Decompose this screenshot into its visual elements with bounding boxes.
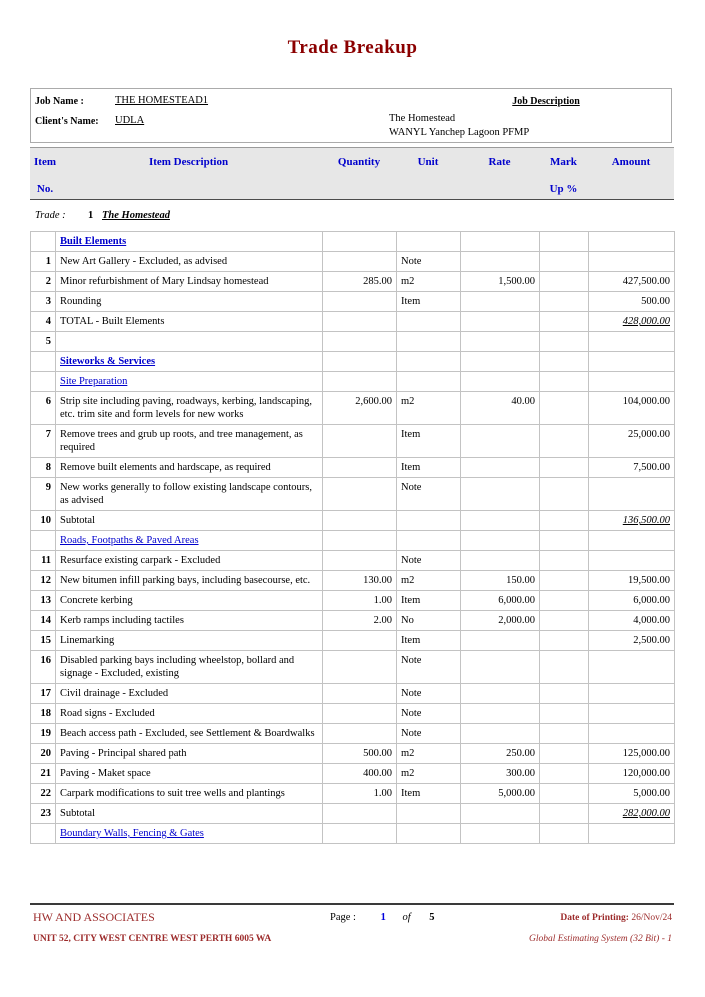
description-cell: Remove trees and grub up roots, and tree management, as required bbox=[56, 425, 323, 458]
markup-cell bbox=[540, 611, 589, 631]
rate-cell bbox=[461, 824, 540, 844]
unit-cell bbox=[397, 511, 461, 531]
unit-cell: Note bbox=[397, 684, 461, 704]
markup-cell bbox=[540, 804, 589, 824]
page-title: Trade Breakup bbox=[287, 37, 418, 58]
amount-cell: 428,000.00 bbox=[589, 312, 675, 332]
rate-cell bbox=[461, 511, 540, 531]
amount-cell: 427,500.00 bbox=[589, 272, 675, 292]
rate-cell bbox=[461, 684, 540, 704]
description-cell: Resurface existing carpark - Excluded bbox=[56, 551, 323, 571]
date-of-printing-label: Date of Printing: bbox=[560, 913, 629, 923]
description-cell: Rounding bbox=[56, 292, 323, 312]
unit-cell bbox=[397, 352, 461, 372]
description-cell: Strip site including paving, roadways, kerbing, landscaping, etc. trim site and form levels for new works bbox=[56, 392, 323, 425]
item-no-cell bbox=[31, 531, 56, 551]
description-cell: Concrete kerbing bbox=[56, 591, 323, 611]
amount-cell: 125,000.00 bbox=[589, 744, 675, 764]
description-cell: Civil drainage - Excluded bbox=[56, 684, 323, 704]
unit-cell: Item bbox=[397, 425, 461, 458]
table-row bbox=[31, 764, 675, 784]
job-name-label: Job Name : bbox=[35, 96, 84, 107]
rate-cell bbox=[461, 232, 540, 252]
table-row bbox=[31, 478, 675, 511]
item-no-cell: 15 bbox=[31, 631, 56, 651]
table-header bbox=[30, 147, 674, 200]
description-cell: Disabled parking bays including wheelstop, bollard and signage - Excluded, existing bbox=[56, 651, 323, 684]
section-heading: Siteworks & Services bbox=[60, 356, 156, 367]
quantity-cell bbox=[323, 232, 397, 252]
unit-cell: m2 bbox=[397, 571, 461, 591]
table-row bbox=[31, 571, 675, 591]
unit-cell: Item bbox=[397, 631, 461, 651]
job-description-line-1: The Homestead bbox=[389, 113, 456, 124]
amount-cell bbox=[589, 531, 675, 551]
rate-cell bbox=[461, 724, 540, 744]
amount-cell: 6,000.00 bbox=[589, 591, 675, 611]
column-header-markup: Mark Up % bbox=[549, 156, 578, 195]
amount-cell bbox=[589, 551, 675, 571]
rate-cell bbox=[461, 312, 540, 332]
rate-cell bbox=[461, 425, 540, 458]
item-no-cell: 17 bbox=[31, 684, 56, 704]
description-cell: New bitumen infill parking bays, including basecourse, etc. bbox=[56, 571, 323, 591]
item-no-cell: 4 bbox=[31, 312, 56, 332]
item-no-cell: 16 bbox=[31, 651, 56, 684]
table-row bbox=[31, 631, 675, 651]
markup-cell bbox=[540, 631, 589, 651]
item-no-cell: 18 bbox=[31, 704, 56, 724]
description-cell: Subtotal bbox=[56, 804, 323, 824]
markup-cell bbox=[540, 392, 589, 425]
trade-breakup-table bbox=[30, 231, 675, 844]
unit-cell: Note bbox=[397, 252, 461, 272]
section-heading: Boundary Walls, Fencing & Gates bbox=[60, 828, 204, 839]
table-row bbox=[31, 551, 675, 571]
table-row bbox=[31, 292, 675, 312]
amount-cell bbox=[589, 478, 675, 511]
table-row bbox=[31, 591, 675, 611]
table-row bbox=[31, 611, 675, 631]
unit-cell: Note bbox=[397, 704, 461, 724]
markup-cell bbox=[540, 704, 589, 724]
table-row bbox=[31, 784, 675, 804]
amount-cell bbox=[589, 651, 675, 684]
markup-cell bbox=[540, 252, 589, 272]
quantity-cell: 500.00 bbox=[323, 744, 397, 764]
markup-cell bbox=[540, 292, 589, 312]
job-info-box bbox=[30, 88, 672, 143]
description-cell: New works generally to follow existing landscape contours, as advised bbox=[56, 478, 323, 511]
unit-cell bbox=[397, 232, 461, 252]
quantity-cell bbox=[323, 511, 397, 531]
quantity-cell bbox=[323, 651, 397, 684]
amount-cell: 4,000.00 bbox=[589, 611, 675, 631]
quantity-cell bbox=[323, 352, 397, 372]
section-heading: Roads, Footpaths & Paved Areas bbox=[60, 535, 199, 546]
amount-cell bbox=[589, 704, 675, 724]
page-label: Page : bbox=[330, 912, 356, 923]
amount-cell: 19,500.00 bbox=[589, 571, 675, 591]
unit-cell bbox=[397, 372, 461, 392]
item-no-cell: 13 bbox=[31, 591, 56, 611]
item-no-cell: 3 bbox=[31, 292, 56, 312]
table-row bbox=[31, 392, 675, 425]
markup-cell bbox=[540, 591, 589, 611]
quantity-cell bbox=[323, 804, 397, 824]
footer-divider bbox=[30, 903, 674, 905]
section-row bbox=[31, 232, 675, 252]
markup-cell bbox=[540, 724, 589, 744]
markup-cell bbox=[540, 764, 589, 784]
quantity-cell: 2,600.00 bbox=[323, 392, 397, 425]
trade-number: 1 bbox=[88, 210, 94, 221]
rate-cell: 1,500.00 bbox=[461, 272, 540, 292]
unit-cell: Item bbox=[397, 591, 461, 611]
description-cell bbox=[56, 332, 323, 352]
quantity-cell bbox=[323, 724, 397, 744]
markup-cell bbox=[540, 272, 589, 292]
rate-cell bbox=[461, 292, 540, 312]
quantity-cell bbox=[323, 824, 397, 844]
job-description-line-2: WANYL Yanchep Lagoon PFMP bbox=[389, 127, 530, 138]
rate-cell bbox=[461, 631, 540, 651]
item-no-cell: 7 bbox=[31, 425, 56, 458]
quantity-cell bbox=[323, 425, 397, 458]
table-row bbox=[31, 684, 675, 704]
column-header-description: Item Description bbox=[148, 156, 229, 168]
quantity-cell: 400.00 bbox=[323, 764, 397, 784]
column-header-item-no: Item No. bbox=[34, 156, 56, 195]
unit-cell bbox=[397, 332, 461, 352]
markup-cell bbox=[540, 744, 589, 764]
column-header-quantity: Quantity bbox=[337, 156, 381, 168]
item-no-cell: 10 bbox=[31, 511, 56, 531]
quantity-cell bbox=[323, 631, 397, 651]
rate-cell bbox=[461, 332, 540, 352]
quantity-cell: 1.00 bbox=[323, 591, 397, 611]
markup-cell bbox=[540, 824, 589, 844]
trade-name: The Homestead bbox=[102, 210, 170, 221]
unit-cell: m2 bbox=[397, 744, 461, 764]
item-no-cell bbox=[31, 232, 56, 252]
quantity-cell: 2.00 bbox=[323, 611, 397, 631]
amount-cell: 136,500.00 bbox=[589, 511, 675, 531]
rate-cell bbox=[461, 704, 540, 724]
amount-cell: 500.00 bbox=[589, 292, 675, 312]
amount-cell bbox=[589, 232, 675, 252]
item-no-cell: 12 bbox=[31, 571, 56, 591]
markup-cell bbox=[540, 478, 589, 511]
quantity-cell bbox=[323, 478, 397, 511]
rate-cell: 5,000.00 bbox=[461, 784, 540, 804]
amount-cell: 2,500.00 bbox=[589, 631, 675, 651]
item-no-cell: 9 bbox=[31, 478, 56, 511]
item-no-cell: 23 bbox=[31, 804, 56, 824]
table-row bbox=[31, 511, 675, 531]
amount-cell bbox=[589, 824, 675, 844]
unit-cell: m2 bbox=[397, 764, 461, 784]
item-no-cell: 5 bbox=[31, 332, 56, 352]
item-no-cell: 20 bbox=[31, 744, 56, 764]
amount-cell bbox=[589, 332, 675, 352]
amount-cell: 282,000.00 bbox=[589, 804, 675, 824]
unit-cell: Note bbox=[397, 478, 461, 511]
quantity-cell: 285.00 bbox=[323, 272, 397, 292]
unit-cell: Item bbox=[397, 458, 461, 478]
quantity-cell bbox=[323, 312, 397, 332]
item-no-cell: 19 bbox=[31, 724, 56, 744]
footer-system-note: Global Estimating System (32 Bit) - 1 bbox=[528, 934, 672, 944]
description-cell: New Art Gallery - Excluded, as advised bbox=[56, 252, 323, 272]
section-heading: Built Elements bbox=[60, 236, 127, 247]
markup-cell bbox=[540, 458, 589, 478]
rate-cell bbox=[461, 458, 540, 478]
job-description-label: Job Description bbox=[512, 96, 580, 107]
item-no-cell: 2 bbox=[31, 272, 56, 292]
date-of-printing-value: 26/Nov/24 bbox=[631, 913, 672, 923]
description-cell: TOTAL - Built Elements bbox=[56, 312, 323, 332]
description-cell: Remove built elements and hardscape, as required bbox=[56, 458, 323, 478]
quantity-cell bbox=[323, 372, 397, 392]
table-row bbox=[31, 704, 675, 724]
item-no-cell: 11 bbox=[31, 551, 56, 571]
rate-cell: 250.00 bbox=[461, 744, 540, 764]
client-name-value: UDLA bbox=[115, 115, 145, 126]
footer-company-name: HW AND ASSOCIATES bbox=[33, 910, 155, 924]
description-cell bbox=[56, 352, 323, 372]
trade-heading bbox=[30, 207, 674, 231]
item-no-cell bbox=[31, 352, 56, 372]
unit-cell bbox=[397, 531, 461, 551]
rate-cell bbox=[461, 372, 540, 392]
markup-cell bbox=[540, 531, 589, 551]
rate-cell bbox=[461, 352, 540, 372]
description-cell: Paving - Maket space bbox=[56, 764, 323, 784]
rate-cell: 6,000.00 bbox=[461, 591, 540, 611]
quantity-cell bbox=[323, 551, 397, 571]
trade-label: Trade : bbox=[35, 210, 66, 221]
description-cell: Paving - Principal shared path bbox=[56, 744, 323, 764]
job-name-value: THE HOMESTEAD1 bbox=[115, 95, 209, 106]
footer-print-date bbox=[560, 913, 672, 923]
amount-cell: 25,000.00 bbox=[589, 425, 675, 458]
markup-cell bbox=[540, 425, 589, 458]
markup-cell bbox=[540, 372, 589, 392]
unit-cell: Item bbox=[397, 784, 461, 804]
item-no-cell: 6 bbox=[31, 392, 56, 425]
item-no-cell: 1 bbox=[31, 252, 56, 272]
amount-cell: 7,500.00 bbox=[589, 458, 675, 478]
item-no-cell bbox=[31, 824, 56, 844]
table-row bbox=[31, 252, 675, 272]
page-total-number: 5 bbox=[429, 912, 435, 923]
table-row bbox=[31, 332, 675, 352]
rate-cell bbox=[461, 551, 540, 571]
page-number: 1 bbox=[380, 912, 386, 923]
quantity-cell bbox=[323, 292, 397, 312]
section-row bbox=[31, 352, 675, 372]
trade-table-body bbox=[31, 232, 675, 844]
unit-cell: Note bbox=[397, 651, 461, 684]
table-row bbox=[31, 458, 675, 478]
unit-cell: Item bbox=[397, 292, 461, 312]
markup-cell bbox=[540, 312, 589, 332]
markup-cell bbox=[540, 571, 589, 591]
description-cell bbox=[56, 232, 323, 252]
section-row bbox=[31, 824, 675, 844]
table-row bbox=[31, 724, 675, 744]
markup-cell bbox=[540, 784, 589, 804]
amount-cell: 120,000.00 bbox=[589, 764, 675, 784]
table-row bbox=[31, 272, 675, 292]
markup-cell bbox=[540, 684, 589, 704]
rate-cell: 40.00 bbox=[461, 392, 540, 425]
description-cell: Subtotal bbox=[56, 511, 323, 531]
description-cell bbox=[56, 372, 323, 392]
unit-cell: No bbox=[397, 611, 461, 631]
item-no-cell: 21 bbox=[31, 764, 56, 784]
unit-cell: m2 bbox=[397, 272, 461, 292]
table-row bbox=[31, 804, 675, 824]
markup-cell bbox=[540, 352, 589, 372]
unit-cell: Note bbox=[397, 551, 461, 571]
footer-page-indicator bbox=[330, 912, 435, 923]
rate-cell bbox=[461, 252, 540, 272]
item-no-cell: 8 bbox=[31, 458, 56, 478]
description-cell: Linemarking bbox=[56, 631, 323, 651]
rate-cell: 300.00 bbox=[461, 764, 540, 784]
unit-cell: Note bbox=[397, 724, 461, 744]
client-name-label: Client's Name: bbox=[35, 116, 99, 127]
amount-cell bbox=[589, 352, 675, 372]
amount-cell bbox=[589, 684, 675, 704]
description-cell: Beach access path - Excluded, see Settlement & Boardwalks bbox=[56, 724, 323, 744]
amount-cell: 104,000.00 bbox=[589, 392, 675, 425]
unit-cell bbox=[397, 312, 461, 332]
markup-cell bbox=[540, 651, 589, 684]
description-cell bbox=[56, 531, 323, 551]
description-cell: Kerb ramps including tactiles bbox=[56, 611, 323, 631]
column-header-amount: Amount bbox=[611, 156, 651, 168]
markup-cell bbox=[540, 511, 589, 531]
markup-cell bbox=[540, 332, 589, 352]
table-row bbox=[31, 425, 675, 458]
unit-cell bbox=[397, 824, 461, 844]
rate-cell bbox=[461, 651, 540, 684]
amount-cell bbox=[589, 252, 675, 272]
item-no-cell: 22 bbox=[31, 784, 56, 804]
page-of-label: of bbox=[402, 912, 411, 923]
quantity-cell bbox=[323, 684, 397, 704]
column-header-unit: Unit bbox=[417, 156, 439, 168]
quantity-cell bbox=[323, 252, 397, 272]
rate-cell bbox=[461, 478, 540, 511]
unit-cell bbox=[397, 804, 461, 824]
column-header-rate: Rate bbox=[488, 156, 511, 168]
markup-cell bbox=[540, 551, 589, 571]
item-no-cell bbox=[31, 372, 56, 392]
rate-cell bbox=[461, 531, 540, 551]
table-row bbox=[31, 651, 675, 684]
section-heading: Site Preparation bbox=[60, 376, 128, 387]
markup-cell bbox=[540, 232, 589, 252]
quantity-cell bbox=[323, 458, 397, 478]
unit-cell: m2 bbox=[397, 392, 461, 425]
rate-cell: 2,000.00 bbox=[461, 611, 540, 631]
amount-cell: 5,000.00 bbox=[589, 784, 675, 804]
quantity-cell bbox=[323, 704, 397, 724]
section-row bbox=[31, 372, 675, 392]
table-row bbox=[31, 312, 675, 332]
amount-cell bbox=[589, 724, 675, 744]
quantity-cell bbox=[323, 531, 397, 551]
description-cell bbox=[56, 824, 323, 844]
footer-company-address: UNIT 52, CITY WEST CENTRE WEST PERTH 6005 WA bbox=[33, 934, 272, 944]
description-cell: Road signs - Excluded bbox=[56, 704, 323, 724]
section-row bbox=[31, 531, 675, 551]
quantity-cell bbox=[323, 332, 397, 352]
quantity-cell: 130.00 bbox=[323, 571, 397, 591]
description-cell: Minor refurbishment of Mary Lindsay homestead bbox=[56, 272, 323, 292]
rate-cell: 150.00 bbox=[461, 571, 540, 591]
rate-cell bbox=[461, 804, 540, 824]
description-cell: Carpark modifications to suit tree wells and plantings bbox=[56, 784, 323, 804]
amount-cell bbox=[589, 372, 675, 392]
table-row bbox=[31, 744, 675, 764]
item-no-cell: 14 bbox=[31, 611, 56, 631]
quantity-cell: 1.00 bbox=[323, 784, 397, 804]
